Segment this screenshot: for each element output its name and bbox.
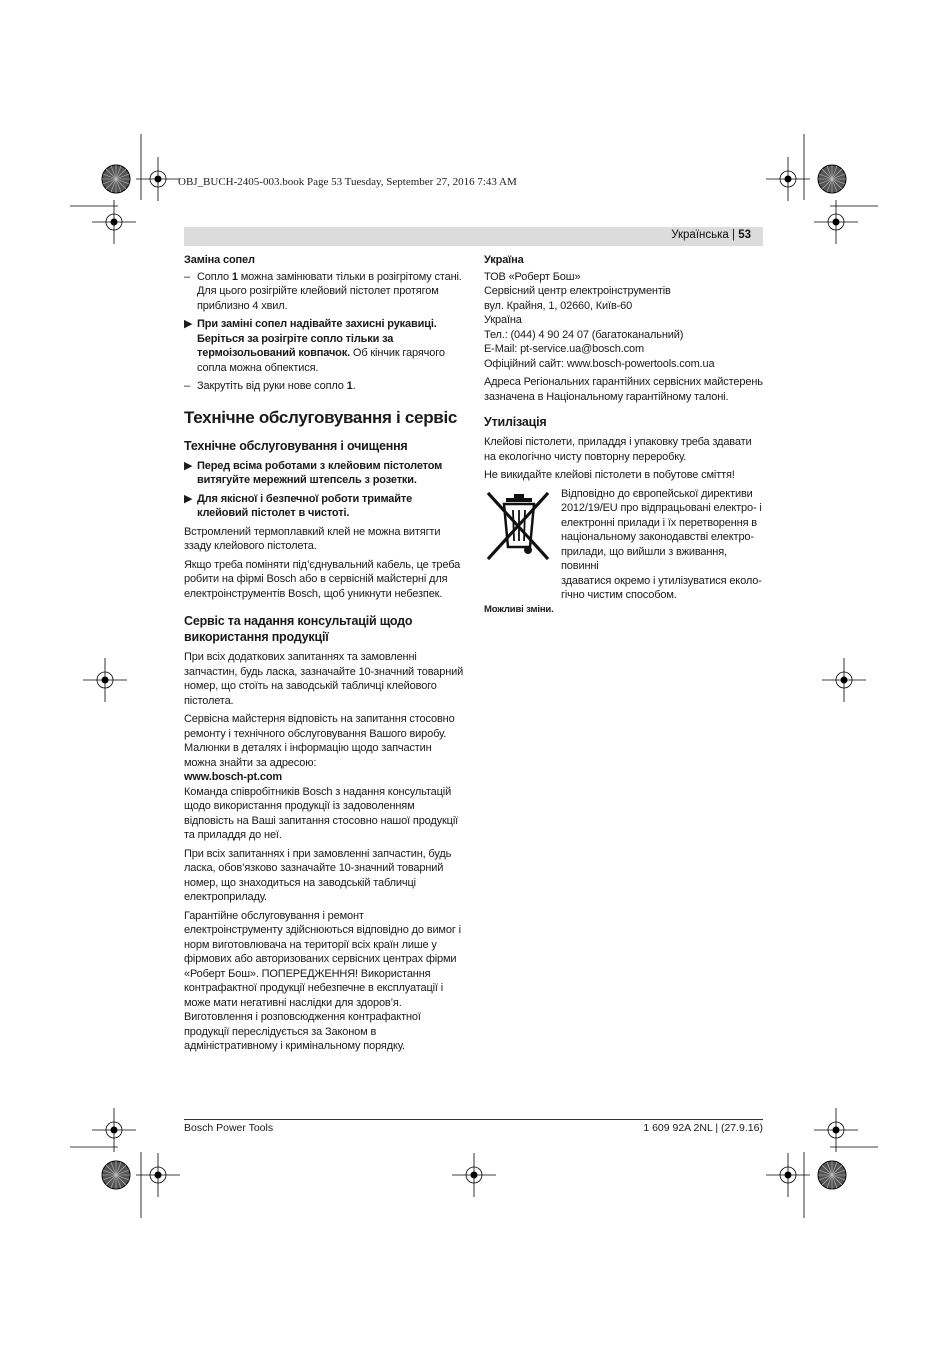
right-column: [484, 253, 766, 621]
service-url[interactable]: www.bosch-pt.com: [184, 771, 283, 783]
service-heading: Сервіс та надання консультацій щодо використання продукції: [184, 614, 413, 644]
paragraph: Сервісна майстерня відповість на запитання стосовно ремонту і технічного обслуговування Вашого виробу. Малюнки в деталях і інформацію щодо запчастин можна знайти за адресою:: [184, 713, 455, 769]
weee-text-line: національному законодавстві електро-: [561, 531, 754, 543]
paragraph: Клейові пістолети, приладдя і упаковку треба здавати на екологічно чисту повторну переробку.: [484, 436, 752, 463]
book-info-line: OBJ_BUCH-2405-003.book Page 53 Tuesday, September 27, 2016 7:43 AM: [178, 176, 517, 188]
subject-to-change: Можливі зміни.: [484, 603, 554, 615]
warning-item: ▶ При заміні сопел надівайте захисні рукавиці. Беріться за розігріте сопло тільки за термоізольований ковпачок. Об кінчик гарячого сопла можна обпектися.: [184, 318, 445, 374]
registration-mark-icon: [83, 658, 127, 702]
registration-mark-icon: [814, 200, 858, 244]
address-line: ТОВ «Роберт Бош»: [484, 270, 581, 283]
list-item: – Закрутіть від руки нове сопло 1.: [184, 380, 356, 392]
country-title: Україна: [484, 254, 524, 266]
arrow-icon: ▶: [184, 492, 193, 505]
weee-block: [484, 487, 766, 603]
address-line: вул. Крайня, 1, 02660, Київ-60: [484, 299, 633, 312]
color-wheel-icon: [818, 1161, 846, 1189]
dash-marker: –: [184, 270, 190, 283]
paragraph: Гарантійне обслуговування і ремонт електроінструменту здійснюються відповідно до вимог і норм виготовлювача на території всіх країн лише у фірмових або авторизованих сервісних центрах фірми «Роберт Бош». ПОПЕРЕДЖЕННЯ! Використання контрафактної продукції небезпечне в експлуатації і може мати негативні наслідки для здоров’я. Виготовлення і розповсюдження контрафактної продукції переслідується за Законом в адміністративному і кримінальному порядку.: [184, 909, 461, 1052]
registration-mark-icon: [136, 157, 180, 201]
weee-text-line: прилади, що вийшли з вживання, повинні: [561, 545, 727, 572]
footer-brand: Bosch Power Tools: [184, 1122, 274, 1134]
maintenance-heading: Технічне обслуговування і сервіс: [184, 407, 458, 427]
registration-mark-icon: [92, 1108, 136, 1152]
left-column: [184, 253, 464, 1058]
registration-mark-icon: [814, 1108, 858, 1152]
registration-mark-icon: [136, 1153, 180, 1197]
registration-mark-icon: [92, 200, 136, 244]
page-header-bar: [184, 227, 763, 246]
paragraph: При всіх додаткових запитаннях та замовленні запчастин, будь ласка, зазначайте 10-значний товарний номер, що стоїть на заводській табличці клейового пістолета.: [184, 651, 464, 707]
warning-item: ▶ Для якісної і безпечної роботи тримайте клейовий пістолет в чистоті.: [184, 492, 413, 519]
footer-doc-number: 1 609 92A 2NL | (27.9.16): [643, 1122, 763, 1134]
paragraph: При всіх запитаннях і при замовленні запчастин, будь ласка, обов’язково зазначайте 10-значний товарний номер, що знаходиться на заводській табличці електроприладу.: [184, 847, 452, 903]
header-language: Українська: [671, 229, 729, 241]
page-number: 53: [738, 229, 751, 241]
weee-text-line: електронні прилади і їх перетворення в: [561, 516, 757, 529]
nozzle-title: Заміна сопел: [184, 254, 255, 266]
weee-text-line: здаватися окремо і утилізуватися еколо-: [561, 574, 762, 587]
registration-mark-icon: [452, 1153, 496, 1197]
registration-mark-icon: [766, 157, 810, 201]
address-line: Україна: [484, 314, 522, 326]
disposal-heading: Утилізація: [484, 415, 547, 429]
paragraph: Якщо треба поміняти під’єднувальний кабель, це треба робити на фірмі Bosch або в сервісній майстерні для електроінструментів Bosch, щоб уникнути небезпек.: [184, 558, 461, 600]
list-item: – Сопло 1 можна замінювати тільки в розігрітому стані. Для цього розігрійте клейовий пістолет протягом приблизно 4 хвил.: [184, 270, 462, 312]
footer-rule: [184, 1119, 763, 1120]
registration-mark-icon: [766, 1153, 810, 1197]
cleaning-heading: Технічне обслуговування і очищення: [184, 438, 408, 453]
arrow-icon: ▶: [184, 459, 193, 472]
warning-item: ▶ Перед всіма роботами з клейовим пістолетом витягуйте мережний штепсель з розетки.: [184, 459, 443, 486]
weee-text-line: гічно чистим способом.: [561, 589, 677, 601]
paragraph: Команда співробітників Bosch з надання консультацій щодо використання продукції із задоволенням відповість на Ваші запитання стосовно нашої продукції та приладдя до неї.: [184, 785, 459, 841]
crossed-bin-icon: [484, 487, 554, 565]
color-wheel-icon: [818, 165, 846, 193]
paragraph: Адреса Регіональних гарантійних сервісних майстерень зазначена в Національному гарантійному талоні.: [484, 376, 763, 403]
page-header: Українська | 53: [671, 229, 751, 241]
dash-marker: –: [184, 380, 190, 392]
paragraph: Не викидайте клейові пістолети в побутове сміття!: [484, 469, 735, 481]
weee-text-line: Відповідно до європейської директиви: [561, 487, 753, 500]
weee-text-line: 2012/19/EU про відпрацьовані електро- і: [561, 502, 762, 514]
color-wheel-icon: [102, 1161, 130, 1189]
color-wheel-icon: [102, 165, 130, 193]
address-line: Офіційний сайт: www.bosch-powertools.com.ua: [484, 357, 715, 370]
address-line: Сервісний центр електроінструментів: [484, 285, 671, 297]
arrow-icon: ▶: [184, 318, 193, 330]
address-line: Тел.: (044) 4 90 24 07 (багатоканальний): [484, 328, 684, 341]
registration-mark-icon: [822, 658, 866, 702]
paragraph: Встромлений термоплавкий клей не можна витягти ззаду клейового пістолета.: [184, 525, 441, 552]
address-line: E-Mail: pt-service.ua@bosch.com: [484, 343, 644, 355]
